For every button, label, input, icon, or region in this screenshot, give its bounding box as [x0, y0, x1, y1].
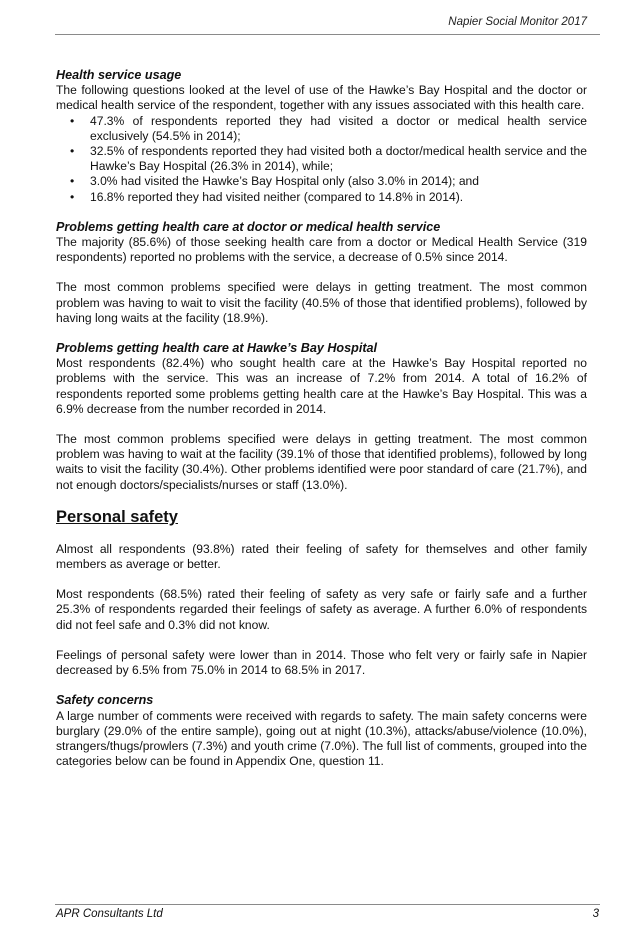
- paragraph-personal-safety-2: Most respondents (68.5%) rated their feeling of safety as very safe or fairly safe and a further 25.3% of respondents regarded their feelings of safety as average. A further 6.0% of respondents did not feel safe and 0.3% did not know.: [56, 587, 587, 632]
- heading-hospital-problems: Problems getting health care at Hawke’s Bay Hospital: [56, 341, 378, 356]
- paragraph-safety-concerns: A large number of comments were received with regards to safety. The main safety concerns were burglary (29.0% of the entire sample), going out at night (10.3%), attacks/abuse/violence (10.0%), strangers/thugs/prowlers (7.3%) and youth crime (7.0%). The full list of comments, grouped into the categories below can be found in Appendix One, question 11.: [56, 708, 587, 769]
- paragraph-hospital-problems-1: Most respondents (82.4%) who sought health care at the Hawke’s Bay Hospital reported no problems with the service. This was an increase of 7.2% from 2014. A total of 16.2% of respondents reported some problems getting health care at the Hawke’s Bay Hospital. This was a 6.9% decrease from the number recorded in 2014.: [56, 356, 587, 416]
- footer-divider: [55, 904, 600, 905]
- running-header: Napier Social Monitor 2017: [448, 16, 587, 28]
- paragraph-hospital-problems-2: The most common problems specified were delays in getting treatment. The most common problem was having to wait at the facility (39.1% of those that identified problems), followed by long waits to visit the facility (30.4%). Other problems identified were poor standard of care (21.7%), and not enough doctors/specialists/nurses or staff (13.0%).: [56, 432, 587, 492]
- heading-safety-concerns: Safety concerns: [56, 693, 154, 708]
- list-item: • 16.8% reported they had visited neither (compared to 14.8% in 2014).: [90, 190, 587, 205]
- heading-doctor-problems: Problems getting health care at doctor or medical health service: [56, 219, 441, 234]
- bullet-list-health-usage: [56, 114, 587, 205]
- heading-health-service-usage: Health service usage: [56, 68, 182, 82]
- header-divider: [55, 34, 600, 35]
- list-item: • 32.5% of respondents reported they had visited both a doctor/medical health service and the Hawke’s Bay Hospital (26.3% in 2014), while;: [90, 144, 587, 174]
- heading-personal-safety: Personal safety: [56, 507, 178, 526]
- page-number: 3: [592, 908, 599, 920]
- page-body: [56, 68, 587, 769]
- paragraph-personal-safety-3: Feelings of personal safety were lower than in 2014. Those who felt very or fairly safe in Napier decreased by 6.5% from 75.0% in 2014 to 68.5% in 2017.: [56, 647, 587, 678]
- list-item: • 47.3% of respondents reported they had visited a doctor or medical health service exclusively (54.5% in 2014);: [90, 114, 587, 144]
- footer-company: APR Consultants Ltd: [56, 908, 163, 920]
- paragraph-doctor-problems-2: The most common problems specified were delays in getting treatment. The most common problem was having to wait to visit the facility (40.5% of those that identified problems), followed by having long waits at the facility (18.9%).: [56, 280, 587, 325]
- list-item: • 3.0% had visited the Hawke’s Bay Hospital only (also 3.0% in 2014); and: [90, 174, 587, 189]
- paragraph-personal-safety-1: Almost all respondents (93.8%) rated their feeling of safety for themselves and other family members as average or better.: [56, 541, 587, 572]
- paragraph-health-usage-intro: The following questions looked at the level of use of the Hawke’s Bay Hospital and the doctor or medical health service of the respondent, together with any issues associated with this health care.: [56, 83, 587, 113]
- paragraph-doctor-problems-1: The majority (85.6%) of those seeking health care from a doctor or Medical Health Service (319 respondents) reported no problems with the service, a decrease of 0.5% since 2014.: [56, 235, 587, 265]
